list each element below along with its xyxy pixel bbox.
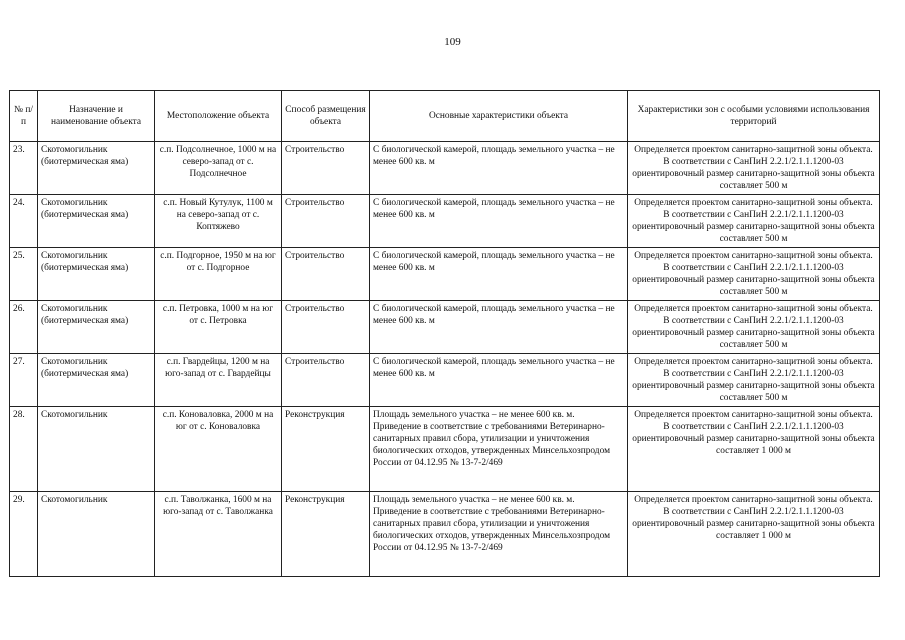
cell-method: Строительство — [282, 248, 370, 301]
cell-number: 23. — [10, 142, 38, 195]
cell-location: с.п. Подгорное, 1950 м на юг от с. Подгорное — [155, 248, 282, 301]
objects-table — [9, 90, 880, 577]
cell-number: 29. — [10, 492, 38, 577]
cell-name: Скотомогильник — [38, 407, 155, 492]
table-row — [10, 301, 880, 354]
cell-zone: Определяется проектом санитарно-защитной зоны объекта. В соответствии с СанПиН 2.2.1/2.1.1.1200-03 ориентировочный размер санитарно-защитной зоны объекта составляет 500 м — [628, 142, 880, 195]
cell-zone: Определяется проектом санитарно-защитной зоны объекта. В соответствии с СанПиН 2.2.1/2.1.1.1200-03 ориентировочный размер санитарно-защитной зоны объекта составляет 500 м — [628, 301, 880, 354]
cell-location: с.п. Таволжанка, 1600 м на юго-запад от с. Таволжанка — [155, 492, 282, 577]
cell-zone: Определяется проектом санитарно-защитной зоны объекта. В соответствии с СанПиН 2.2.1/2.1.1.1200-03 ориентировочный размер санитарно-защитной зоны объекта составляет 500 м — [628, 248, 880, 301]
cell-location: с.п. Коноваловка, 2000 м на юг от с. Коноваловка — [155, 407, 282, 492]
cell-characteristics: С биологической камерой, площадь земельного участка – не менее 600 кв. м — [370, 301, 628, 354]
header-zone: Характеристики зон с особыми условиями использования территорий — [628, 91, 880, 142]
header-location: Местоположение объекта — [155, 91, 282, 142]
table-row — [10, 248, 880, 301]
cell-characteristics: С биологической камерой, площадь земельного участка – не менее 600 кв. м — [370, 354, 628, 407]
cell-name: Скотомогильник (биотермическая яма) — [38, 301, 155, 354]
cell-location: с.п. Петровка, 1000 м на юг от с. Петровка — [155, 301, 282, 354]
cell-method: Строительство — [282, 142, 370, 195]
cell-characteristics: Площадь земельного участка – не менее 600 кв. м. Приведение в соответствие с требованиями Ветеринарно-санитарных правил сбора, утилизации и уничтожения биологических отходов, утвержденных Минсельхозпродом России от 04.12.95 № 13-7-2/469 — [370, 407, 628, 492]
cell-zone: Определяется проектом санитарно-защитной зоны объекта. В соответствии с СанПиН 2.2.1/2.1.1.1200-03 ориентировочный размер санитарно-защитной зоны объекта составляет 1 000 м — [628, 407, 880, 492]
cell-number: 24. — [10, 195, 38, 248]
header-characteristics: Основные характеристики объекта — [370, 91, 628, 142]
cell-method: Строительство — [282, 301, 370, 354]
cell-name: Скотомогильник (биотермическая яма) — [38, 142, 155, 195]
cell-zone: Определяется проектом санитарно-защитной зоны объекта. В соответствии с СанПиН 2.2.1/2.1.1.1200-03 ориентировочный размер санитарно-защитной зоны объекта составляет 500 м — [628, 354, 880, 407]
cell-zone: Определяется проектом санитарно-защитной зоны объекта. В соответствии с СанПиН 2.2.1/2.1.1.1200-03 ориентировочный размер санитарно-защитной зоны объекта составляет 1 000 м — [628, 492, 880, 577]
cell-location: с.п. Подсолнечное, 1000 м на северо-запад от с. Подсолнечное — [155, 142, 282, 195]
cell-location: с.п. Гвардейцы, 1200 м на юго-запад от с. Гвардейцы — [155, 354, 282, 407]
table-row — [10, 354, 880, 407]
header-method: Способ размещения объекта — [282, 91, 370, 142]
cell-method: Реконструкция — [282, 407, 370, 492]
cell-location: с.п. Новый Кутулук, 1100 м на северо-запад от с. Коптяжево — [155, 195, 282, 248]
cell-characteristics: Площадь земельного участка – не менее 600 кв. м. Приведение в соответствие с требованиями Ветеринарно-санитарных правил сбора, утилизации и уничтожения биологических отходов, утвержденных Минсельхозпродом России от 04.12.95 № 13-7-2/469 — [370, 492, 628, 577]
cell-characteristics: С биологической камерой, площадь земельного участка – не менее 600 кв. м — [370, 248, 628, 301]
table-row — [10, 195, 880, 248]
cell-name: Скотомогильник (биотермическая яма) — [38, 195, 155, 248]
cell-number: 28. — [10, 407, 38, 492]
cell-characteristics: С биологической камерой, площадь земельного участка – не менее 600 кв. м — [370, 195, 628, 248]
cell-number: 25. — [10, 248, 38, 301]
cell-number: 26. — [10, 301, 38, 354]
table-row — [10, 492, 880, 577]
table-header-row — [10, 91, 880, 142]
cell-method: Реконструкция — [282, 492, 370, 577]
cell-name: Скотомогильник (биотермическая яма) — [38, 248, 155, 301]
header-name: Назначение и наименование объекта — [38, 91, 155, 142]
cell-name: Скотомогильник — [38, 492, 155, 577]
cell-characteristics: С биологической камерой, площадь земельного участка – не менее 600 кв. м — [370, 142, 628, 195]
table-row — [10, 142, 880, 195]
header-number: № п/п — [10, 91, 38, 142]
page-number: 109 — [444, 36, 461, 48]
cell-name: Скотомогильник (биотермическая яма) — [38, 354, 155, 407]
cell-zone: Определяется проектом санитарно-защитной зоны объекта. В соответствии с СанПиН 2.2.1/2.1.1.1200-03 ориентировочный размер санитарно-защитной зоны объекта составляет 500 м — [628, 195, 880, 248]
table-row — [10, 407, 880, 492]
cell-method: Строительство — [282, 195, 370, 248]
cell-method: Строительство — [282, 354, 370, 407]
cell-number: 27. — [10, 354, 38, 407]
